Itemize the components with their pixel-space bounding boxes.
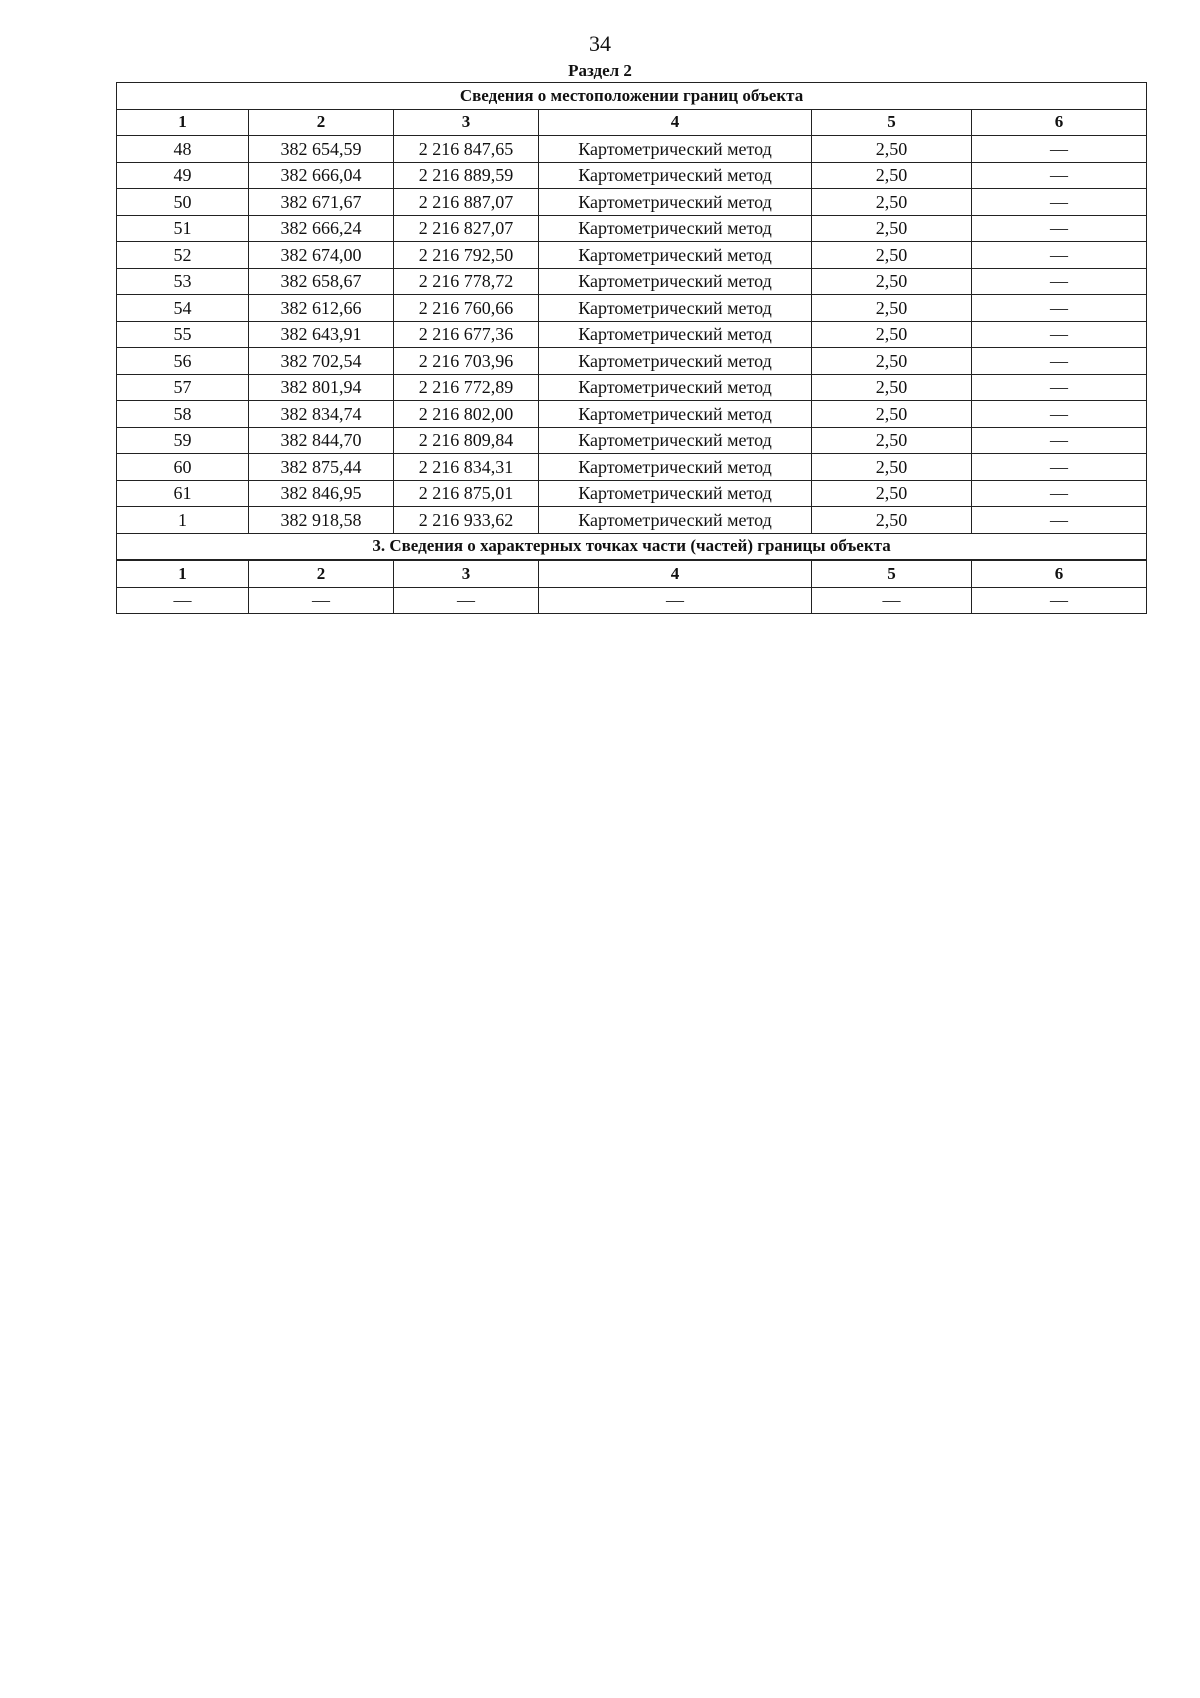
table-cell: 2 216 703,96 [394, 348, 539, 375]
table-cell: 51 [117, 215, 249, 242]
table-cell: 53 [117, 268, 249, 295]
table1-header-row [117, 109, 1147, 136]
table-cell: 382 702,54 [249, 348, 394, 375]
table-cell: 2 216 834,31 [394, 454, 539, 481]
page-number: 34 [589, 31, 611, 56]
column-header: 5 [812, 560, 972, 587]
table-cell: — [972, 401, 1147, 428]
column-header: 4 [539, 109, 812, 136]
column-header: 5 [812, 109, 972, 136]
table-cell: — [539, 587, 812, 614]
table-cell: 382 654,59 [249, 136, 394, 163]
table-cell: 2 216 933,62 [394, 507, 539, 534]
table-cell: 2,50 [812, 454, 972, 481]
table-cell: 60 [117, 454, 249, 481]
table-cell: Картометрический метод [539, 348, 812, 375]
table-cell: — [972, 295, 1147, 322]
table-cell: 56 [117, 348, 249, 375]
table-cell: 2 216 887,07 [394, 189, 539, 216]
table-cell: 382 801,94 [249, 374, 394, 401]
table-cell: 2 216 802,00 [394, 401, 539, 428]
table-cell: 382 918,58 [249, 507, 394, 534]
table-cell: 2,50 [812, 507, 972, 534]
table2-caption-text: 3. Сведения о характерных точках части (частей) границы объекта [117, 533, 1147, 560]
column-header: 6 [972, 109, 1147, 136]
table-cell: 2 216 889,59 [394, 162, 539, 189]
table-row [117, 348, 1147, 375]
table-cell: Картометрический метод [539, 136, 812, 163]
table-cell: — [972, 321, 1147, 348]
table-cell: Картометрический метод [539, 454, 812, 481]
column-header: 2 [249, 560, 394, 587]
table-row [117, 480, 1147, 507]
table-cell: Картометрический метод [539, 507, 812, 534]
table-cell: 382 875,44 [249, 454, 394, 481]
section-title: Раздел 2 [568, 61, 632, 80]
table-row [117, 321, 1147, 348]
table-cell: — [972, 215, 1147, 242]
table-cell: Картометрический метод [539, 401, 812, 428]
table-cell: — [972, 587, 1147, 614]
table-cell: — [972, 480, 1147, 507]
table-row [117, 295, 1147, 322]
table-cell: 382 666,04 [249, 162, 394, 189]
table-cell: 2 216 809,84 [394, 427, 539, 454]
table-cell: — [972, 242, 1147, 269]
table-cell: Картометрический метод [539, 268, 812, 295]
table-cell: Картометрический метод [539, 374, 812, 401]
table-cell: 55 [117, 321, 249, 348]
table-cell: Картометрический метод [539, 162, 812, 189]
table-row [117, 162, 1147, 189]
table-cell: 58 [117, 401, 249, 428]
table-cell: 52 [117, 242, 249, 269]
table-cell: — [972, 454, 1147, 481]
table1-caption [117, 83, 1147, 110]
table-row [117, 374, 1147, 401]
boundary-table [116, 82, 1147, 614]
table1-caption-text: Сведения о местоположении границ объекта [117, 83, 1147, 110]
table-cell: 382 846,95 [249, 480, 394, 507]
table-cell: 2 216 677,36 [394, 321, 539, 348]
table-cell: — [972, 189, 1147, 216]
table-cell: 382 674,00 [249, 242, 394, 269]
table-row [117, 587, 1147, 614]
table-row [117, 427, 1147, 454]
table-cell: 382 666,24 [249, 215, 394, 242]
table-cell: — [972, 348, 1147, 375]
table-cell: 54 [117, 295, 249, 322]
table-cell: 382 844,70 [249, 427, 394, 454]
table-cell: 61 [117, 480, 249, 507]
table-cell: 2,50 [812, 242, 972, 269]
table-row [117, 189, 1147, 216]
table-cell: 2,50 [812, 480, 972, 507]
table-cell: 48 [117, 136, 249, 163]
table-cell: 382 671,67 [249, 189, 394, 216]
table-cell: 50 [117, 189, 249, 216]
column-header: 1 [117, 560, 249, 587]
table-cell: 382 834,74 [249, 401, 394, 428]
column-header: 3 [394, 109, 539, 136]
table-cell: — [812, 587, 972, 614]
table-cell: Картометрический метод [539, 427, 812, 454]
table-cell: Картометрический метод [539, 480, 812, 507]
table-cell: 2,50 [812, 427, 972, 454]
table-cell: Картометрический метод [539, 189, 812, 216]
table-cell: 382 612,66 [249, 295, 394, 322]
table-cell: — [972, 374, 1147, 401]
table-cell: Картометрический метод [539, 321, 812, 348]
table-row [117, 507, 1147, 534]
column-header: 2 [249, 109, 394, 136]
table-cell: 2 216 847,65 [394, 136, 539, 163]
table-cell: 382 658,67 [249, 268, 394, 295]
table-cell: 59 [117, 427, 249, 454]
table-cell: Картометрический метод [539, 215, 812, 242]
table-cell: 2 216 778,72 [394, 268, 539, 295]
table-row [117, 215, 1147, 242]
table2-caption [117, 533, 1147, 560]
column-header: 4 [539, 560, 812, 587]
table2-header-row [117, 560, 1147, 587]
table-cell: — [249, 587, 394, 614]
column-header: 3 [394, 560, 539, 587]
table-cell: 49 [117, 162, 249, 189]
table-cell: 57 [117, 374, 249, 401]
table-cell: — [117, 587, 249, 614]
boundary-table-body [117, 83, 1147, 614]
table-row [117, 242, 1147, 269]
table-row [117, 454, 1147, 481]
table-cell: — [972, 136, 1147, 163]
table-cell: Картометрический метод [539, 295, 812, 322]
table-cell: — [972, 162, 1147, 189]
table-row [117, 268, 1147, 295]
table-cell: 2,50 [812, 215, 972, 242]
table-cell: 2,50 [812, 321, 972, 348]
table-cell: 382 643,91 [249, 321, 394, 348]
table-cell: — [972, 427, 1147, 454]
table-cell: 2,50 [812, 136, 972, 163]
table-cell: 2 216 760,66 [394, 295, 539, 322]
table-cell: Картометрический метод [539, 242, 812, 269]
table-cell: 2 216 792,50 [394, 242, 539, 269]
table-cell: 2,50 [812, 401, 972, 428]
table-cell: 2,50 [812, 374, 972, 401]
table-cell: 2,50 [812, 162, 972, 189]
table-row [117, 136, 1147, 163]
table-cell: — [394, 587, 539, 614]
table-cell: 2,50 [812, 295, 972, 322]
table-cell: 2 216 827,07 [394, 215, 539, 242]
table-cell: — [972, 268, 1147, 295]
table-cell: 2 216 875,01 [394, 480, 539, 507]
column-header: 6 [972, 560, 1147, 587]
table-cell: 2,50 [812, 268, 972, 295]
column-header: 1 [117, 109, 249, 136]
table-cell: — [972, 507, 1147, 534]
table-cell: 2,50 [812, 348, 972, 375]
table-row [117, 401, 1147, 428]
table-cell: 1 [117, 507, 249, 534]
table-cell: 2 216 772,89 [394, 374, 539, 401]
table-cell: 2,50 [812, 189, 972, 216]
